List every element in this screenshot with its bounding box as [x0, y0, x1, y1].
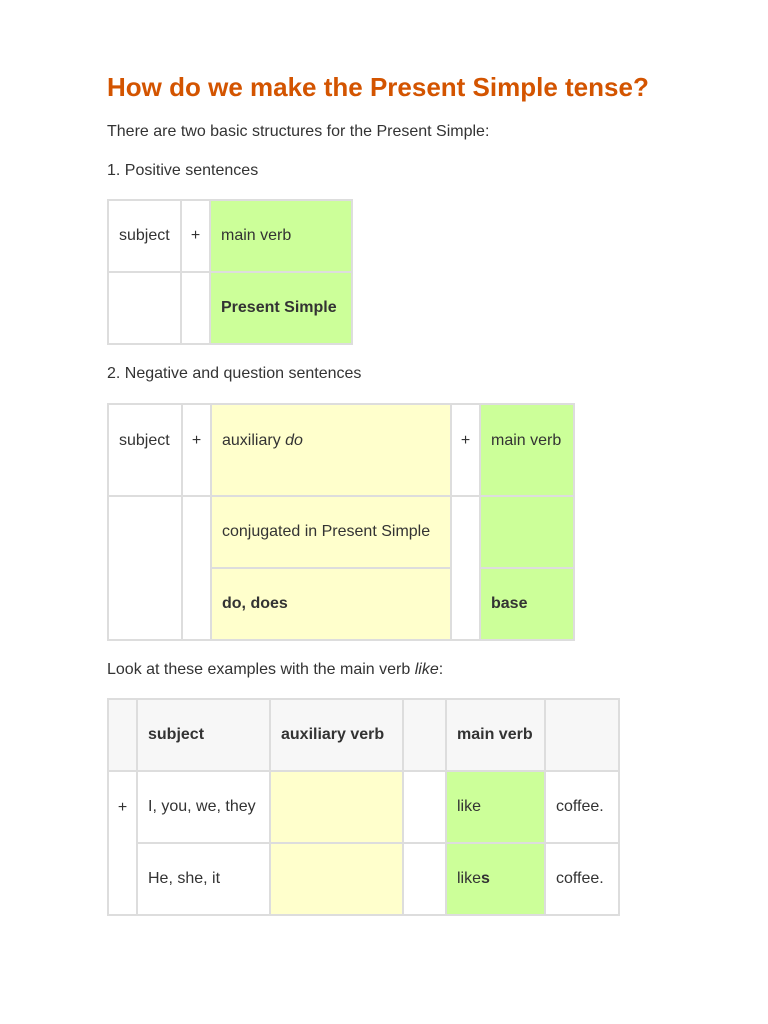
example-verb: like	[457, 870, 482, 887]
section1-heading: 1. Positive sentences	[107, 162, 259, 179]
main-verb-cell: main verb	[480, 404, 574, 496]
subject-cell: subject	[108, 200, 181, 272]
table-row	[108, 771, 619, 843]
table-row	[108, 843, 619, 915]
plus-cell: +	[451, 404, 480, 496]
plus-cell: +	[181, 200, 210, 272]
examples-lead-suffix: :	[438, 661, 444, 678]
plus-cell: +	[182, 404, 211, 496]
empty-cell	[181, 272, 210, 344]
do-does-cell	[211, 568, 451, 640]
example-verb-suffix: s	[481, 870, 490, 887]
empty-cell	[403, 771, 446, 843]
example-subject-cell: I, you, we, they	[137, 771, 270, 843]
auxiliary-cell	[211, 404, 451, 496]
header-empty-cell	[403, 699, 446, 771]
empty-green-cell	[480, 496, 574, 568]
table-row	[108, 496, 574, 568]
example-object-cell: coffee.	[545, 843, 619, 915]
base-label: base	[491, 595, 528, 612]
positive-structure-table	[107, 199, 353, 345]
header-auxiliary-verb: auxiliary verb	[270, 699, 403, 771]
present-simple-label: Present Simple	[221, 299, 337, 316]
example-auxiliary-cell	[270, 843, 403, 915]
example-verb: like	[457, 798, 482, 815]
empty-cell	[108, 272, 181, 344]
header-empty-cell	[108, 699, 137, 771]
table-row	[108, 272, 352, 344]
negative-question-structure-table	[107, 403, 575, 641]
empty-cell	[403, 843, 446, 915]
example-auxiliary-cell	[270, 771, 403, 843]
examples-lead-word: like	[414, 661, 439, 678]
intro-text: There are two basic structures for the Present Simple:	[107, 123, 490, 140]
sign-cell: +	[108, 771, 137, 915]
empty-cell	[451, 496, 480, 640]
header-main-verb: main verb	[446, 699, 545, 771]
examples-lead-prefix: Look at these examples with the main verb	[107, 661, 415, 678]
auxiliary-prefix: auxiliary	[222, 432, 286, 449]
examples-table	[107, 698, 620, 916]
base-cell	[480, 568, 574, 640]
page-title: How do we make the Present Simple tense?	[107, 72, 649, 102]
table-header-row	[108, 699, 619, 771]
main-verb-cell: main verb	[210, 200, 352, 272]
header-empty-cell	[545, 699, 619, 771]
section2-heading: 2. Negative and question sentences	[107, 365, 362, 382]
subject-cell: subject	[108, 404, 182, 496]
example-verb-cell	[446, 843, 545, 915]
table-row	[108, 404, 574, 496]
example-subject-cell: He, she, it	[137, 843, 270, 915]
examples-lead	[107, 661, 443, 679]
example-object-cell: coffee.	[545, 771, 619, 843]
table-row	[108, 200, 352, 272]
empty-cell	[108, 496, 182, 640]
present-simple-cell	[210, 272, 352, 344]
do-does-label: do, does	[222, 595, 288, 612]
empty-cell	[182, 496, 211, 640]
example-verb-cell	[446, 771, 545, 843]
header-subject: subject	[137, 699, 270, 771]
auxiliary-word: do	[285, 432, 303, 449]
conjugated-cell: conjugated in Present Simple	[211, 496, 451, 568]
